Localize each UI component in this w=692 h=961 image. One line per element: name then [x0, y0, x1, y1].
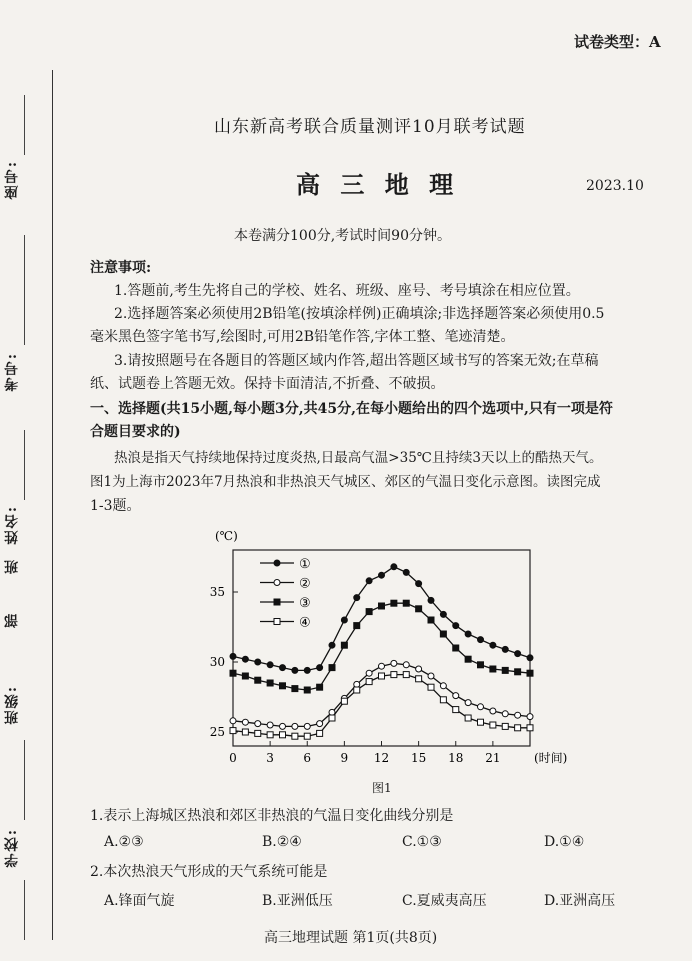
- series-4-point: [416, 676, 422, 682]
- series-1-point: [242, 656, 248, 662]
- y-tick-label: 35: [209, 585, 225, 599]
- series-4-point: [391, 672, 397, 678]
- series-2-point: [242, 719, 248, 725]
- series-4-point: [255, 730, 261, 736]
- series-1-point: [453, 623, 459, 629]
- series-3-point: [453, 645, 459, 651]
- x-tick-label: 18: [448, 751, 464, 765]
- series-1-point: [403, 569, 409, 575]
- series-4-point: [317, 730, 323, 736]
- series-3-point: [366, 609, 372, 615]
- series-3-point: [329, 665, 335, 671]
- series-4-point: [379, 673, 385, 679]
- series-1-point: [391, 564, 397, 570]
- y-tick-label: 30: [209, 655, 225, 669]
- series-3-point: [403, 600, 409, 606]
- notes-title: 注意事项:: [90, 260, 152, 276]
- series-2-point: [230, 718, 236, 724]
- series-2-point: [416, 666, 422, 672]
- series-1-point: [440, 611, 446, 617]
- series-3-point: [465, 656, 471, 662]
- series-2-point: [391, 660, 397, 666]
- series-4-point: [428, 684, 434, 690]
- series-1-point: [490, 642, 496, 648]
- series-1-point: [502, 646, 508, 652]
- series-4-point: [502, 723, 508, 729]
- page-footer: 高三地理试题 第1页(共8页): [264, 930, 438, 946]
- series-4-point: [304, 733, 310, 739]
- question-1: 1.表示上海城区热浪和郊区非热浪的气温日变化曲线分别是: [90, 808, 454, 824]
- series-3-point: [255, 677, 261, 683]
- intro-line-1: 热浪是指天气持续地保持过度炎热,日最高气温>35℃且持续3天以上的酷热天气。: [114, 450, 603, 466]
- paper-type: 试卷类型：A: [574, 33, 661, 51]
- temperature-chart: [200, 520, 580, 780]
- series-2-point: [453, 693, 459, 699]
- y-tick-label: 25: [209, 725, 225, 739]
- note-3b: 纸、试题卷上答题无效。保持卡面清洁,不折叠、不破损。: [90, 376, 445, 392]
- series-1-point: [304, 667, 310, 673]
- series-4-point: [440, 697, 446, 703]
- series-3-point: [230, 670, 236, 676]
- series-3-point: [502, 667, 508, 673]
- class-label: 班: [4, 558, 20, 574]
- section-heading: 一、选择题(共15小题,每小题3分,共45分,在每小题给出的四个选项中,只有一项是符: [90, 401, 613, 417]
- series-1-point: [478, 637, 484, 643]
- series-1-point: [416, 581, 422, 587]
- series-line-4: [233, 675, 530, 737]
- q2-option-d[interactable]: D.亚洲高压: [544, 893, 616, 909]
- series-1-point: [379, 572, 385, 578]
- intro-line-2: 图1为上海市2023年7月热浪和非热浪天气城区、郊区的气温日变化示意图。读图完成: [90, 474, 601, 490]
- series-2-point: [428, 673, 434, 679]
- series-2-point: [527, 714, 533, 720]
- grade-field[interactable]: [24, 740, 25, 820]
- score-info: 本卷满分100分,考试时间90分钟。: [234, 228, 451, 244]
- series-4-point: [403, 672, 409, 678]
- series-1-point: [280, 665, 286, 671]
- figure-caption: 图1: [372, 781, 392, 795]
- x-tick-label: 9: [340, 751, 349, 765]
- dept-label: 部: [4, 612, 20, 628]
- school-label: 学校:: [4, 828, 20, 868]
- series-4-point: [267, 732, 273, 738]
- legend-label-3: ③: [299, 596, 311, 611]
- series-4-point: [478, 719, 484, 725]
- series-1-point: [527, 655, 533, 661]
- q1-option-d[interactable]: D.①④: [544, 834, 585, 850]
- q2-option-b[interactable]: B.亚洲低压: [262, 893, 333, 909]
- series-2-point: [502, 711, 508, 717]
- x-tick-label: 15: [410, 751, 427, 765]
- exam-no-field[interactable]: [24, 235, 25, 345]
- series-1-point: [329, 642, 335, 648]
- series-2-point: [403, 662, 409, 668]
- series-1-point: [515, 651, 521, 657]
- series-4-point: [527, 725, 533, 731]
- series-1-point: [292, 667, 298, 673]
- series-3-point: [280, 683, 286, 689]
- x-tick-label: 12: [373, 751, 390, 765]
- series-1-point: [230, 653, 236, 659]
- question-2: 2.本次热浪天气形成的天气系统可能是: [90, 864, 328, 880]
- x-tick-label: 0: [229, 751, 237, 765]
- series-1-point: [317, 665, 323, 671]
- legend-marker-1: [274, 560, 280, 566]
- series-2-point: [490, 708, 496, 714]
- q1-option-c[interactable]: C.①③: [402, 834, 442, 850]
- exam-date: 2023.10: [586, 178, 644, 194]
- series-4-point: [453, 707, 459, 713]
- series-4-point: [292, 733, 298, 739]
- note-1: 1.答题前,考生先将自己的学校、姓名、班级、座号、考号填涂在相应位置。: [114, 283, 580, 299]
- series-3-point: [242, 673, 248, 679]
- series-4-point: [230, 728, 236, 734]
- series-3-point: [490, 666, 496, 672]
- series-2-point: [292, 723, 298, 729]
- series-1-point: [465, 631, 471, 637]
- legend-marker-2: [274, 580, 280, 586]
- name-field[interactable]: [24, 430, 25, 500]
- series-2-point: [255, 721, 261, 727]
- q1-option-b[interactable]: B.②④: [262, 834, 302, 850]
- series-3-point: [527, 670, 533, 676]
- x-tick-label: 6: [303, 751, 312, 765]
- series-3-point: [416, 606, 422, 612]
- series-4-point: [515, 725, 521, 731]
- series-1-point: [341, 617, 347, 623]
- series-2-point: [465, 700, 471, 706]
- page-title: 高 三 地 理: [296, 170, 460, 199]
- series-3-point: [515, 669, 521, 675]
- series-3-point: [379, 603, 385, 609]
- series-1-point: [366, 578, 372, 584]
- series-3-point: [391, 600, 397, 606]
- grade-label: 班级:: [4, 685, 20, 725]
- series-4-point: [465, 715, 471, 721]
- x-axis-label: (时间): [534, 751, 568, 765]
- intro-line-3: 1-3题。: [90, 498, 141, 514]
- series-3-point: [304, 687, 310, 693]
- exam-title: 山东新高考联合质量测评10月联考试题: [214, 117, 526, 137]
- series-4-point: [366, 679, 372, 685]
- series-2-point: [478, 704, 484, 710]
- series-3-point: [428, 617, 434, 623]
- q2-option-a[interactable]: A.锋面气旋: [104, 893, 175, 909]
- legend-label-1: ①: [299, 557, 311, 572]
- series-4-point: [242, 729, 248, 735]
- q1-option-a[interactable]: A.②③: [104, 834, 144, 850]
- x-tick-label: 21: [485, 751, 501, 765]
- series-3-point: [317, 684, 323, 690]
- series-2-point: [379, 663, 385, 669]
- series-2-point: [515, 712, 521, 718]
- note-2b: 毫米黑色签字笔书写,绘图时,可用2B铅笔作答,字体工整、笔迹清楚。: [90, 329, 515, 345]
- section-heading-cont: 合题目要求的): [90, 424, 181, 440]
- series-3-point: [267, 680, 273, 686]
- series-3-point: [341, 642, 347, 648]
- series-4-point: [354, 687, 360, 693]
- series-2-point: [366, 670, 372, 676]
- series-4-point: [341, 698, 347, 704]
- binding-line: [52, 70, 53, 940]
- note-2a: 2.选择题答案必须使用2B铅笔(按填涂样例)正确填涂;非选择题答案必须使用0.5: [114, 306, 605, 322]
- exam-no-label: 考号:: [4, 352, 20, 392]
- series-3-point: [292, 686, 298, 692]
- legend-marker-3: [274, 599, 280, 605]
- legend-label-2: ②: [299, 576, 311, 592]
- x-tick-label: 3: [266, 751, 274, 765]
- legend-marker-4: [274, 619, 280, 625]
- series-4-point: [490, 722, 496, 728]
- series-2-point: [440, 683, 446, 689]
- legend-label-4: ④: [299, 615, 311, 631]
- series-1-point: [428, 597, 434, 603]
- note-3a: 3.请按照题号在各题目的答题区域内作答,超出答题区域书写的答案无效;在草稿: [114, 353, 599, 369]
- series-3-point: [354, 623, 360, 629]
- series-3-point: [478, 662, 484, 668]
- series-2-point: [267, 722, 273, 728]
- seat-field[interactable]: [24, 95, 25, 155]
- series-1-point: [267, 662, 273, 668]
- name-label: 姓名:: [4, 505, 20, 545]
- series-2-point: [317, 721, 323, 727]
- series-1-point: [255, 659, 261, 665]
- school-field[interactable]: [24, 880, 25, 940]
- q2-option-c[interactable]: C.夏威夷高压: [402, 893, 487, 909]
- y-axis-label: (℃): [215, 529, 238, 543]
- series-2-point: [304, 723, 310, 729]
- series-4-point: [329, 715, 335, 721]
- seat-label: 座号:: [4, 160, 20, 200]
- series-1-point: [354, 595, 360, 601]
- series-2-point: [280, 723, 286, 729]
- series-3-point: [440, 631, 446, 637]
- series-4-point: [280, 732, 286, 738]
